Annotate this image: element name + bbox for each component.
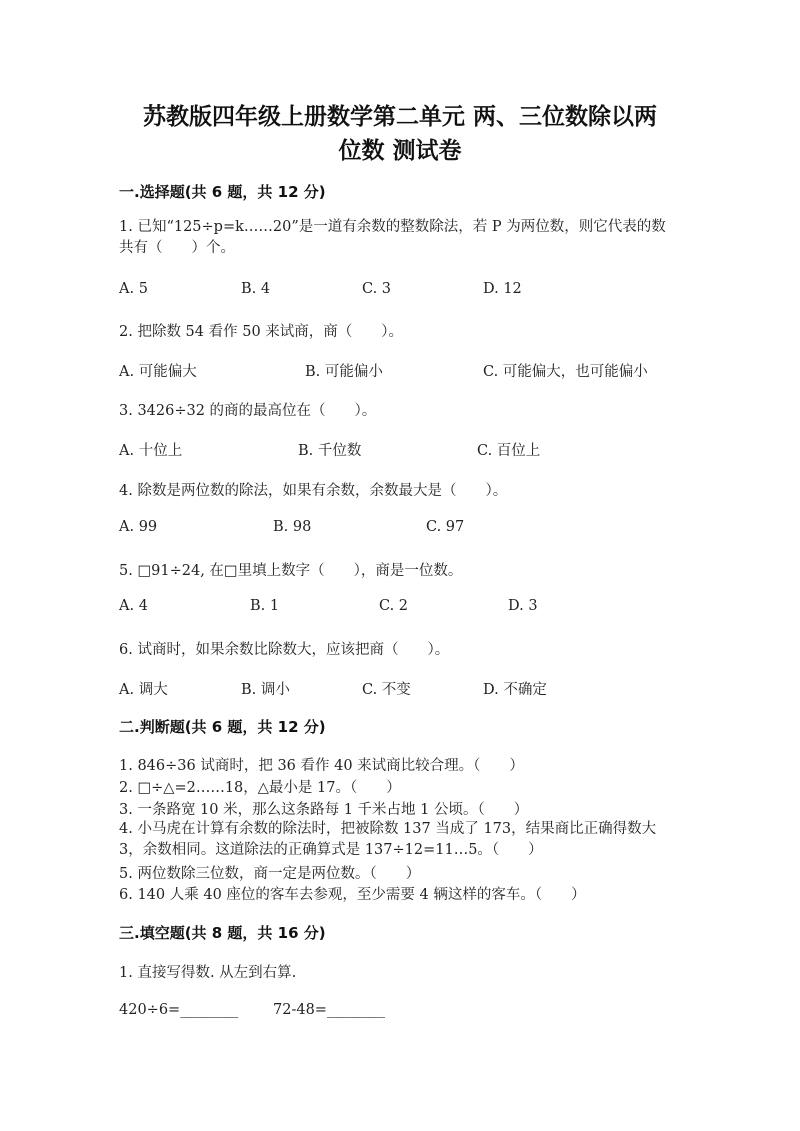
option-c: C. 不变 [362, 682, 411, 698]
option-a: A. 可能偏大 [119, 364, 197, 380]
judgment-item: 2. □÷△=2……18，△最小是 17。（ ） [119, 780, 401, 796]
option-b: B. 1 [250, 598, 280, 614]
option-c: C. 2 [379, 598, 409, 614]
question-text: 3. 3426÷32 的商的最高位在（ ）。 [119, 403, 377, 419]
option-b: B. 4 [241, 281, 271, 297]
blank-expression: 420÷6=________ [119, 1002, 239, 1018]
option-c: C. 百位上 [477, 443, 541, 459]
option-c: C. 97 [426, 519, 465, 535]
judgment-item: 1. 846÷36 试商时，把 36 看作 40 来试商比较合理。（ ） [119, 758, 524, 774]
judgment-item: 3. 一条路宽 10 米，那么这条路每 1 千米占地 1 公顷。（ ） [119, 802, 529, 818]
section-heading-fill-blank: 三.填空题(共 8 题，共 16 分) [119, 924, 326, 942]
page-title-line-1: 苏教版四年级上册数学第二单元 两、三位数除以两 [142, 104, 657, 130]
option-b: B. 调小 [241, 682, 290, 698]
question-text: 6. 试商时，如果余数比除数大，应该把商（ ）。 [119, 642, 450, 658]
option-a: A. 调大 [119, 682, 168, 698]
option-a: A. 十位上 [119, 443, 183, 459]
page-title-line-2: 位数 测试卷 [338, 138, 462, 164]
judgment-item: 4. 小马虎在计算有余数的除法时，把被除数 137 当成了 173，结果商比正确得数大 3，余数相同。这道除法的正确算式是 137÷12=11…5。（ ） [119, 821, 657, 858]
section-heading-choice: 一.选择题(共 6 题，共 12 分) [119, 183, 326, 201]
option-a: A. 5 [119, 281, 148, 297]
option-d: D. 不确定 [483, 682, 547, 698]
judgment-item: 5. 两位数除三位数，商一定是两位数。（ ） [119, 866, 421, 882]
question-text: 1. 已知“125÷p=k……20”是一道有余数的整数除法，若 P 为两位数，则它代表的数共有（ ）个。 [119, 219, 666, 256]
option-b: B. 千位数 [298, 443, 362, 459]
question-text: 2. 把除数 54 看作 50 来试商，商（ ）。 [119, 324, 404, 340]
blank-expression: 72-48=________ [273, 1002, 385, 1018]
option-c: C. 3 [362, 281, 392, 297]
option-a: A. 99 [119, 519, 158, 535]
question-text: 5. □91÷24, 在□里填上数字（ ），商是一位数。 [119, 563, 463, 579]
question-text: 1. 直接写得数. 从左到右算. [119, 965, 297, 981]
option-d: D. 12 [483, 281, 522, 297]
option-c: C. 可能偏大，也可能偏小 [483, 364, 648, 380]
option-b: B. 98 [273, 519, 312, 535]
option-d: D. 3 [508, 598, 538, 614]
section-heading-true-false: 二.判断题(共 6 题，共 12 分) [119, 718, 326, 736]
question-text: 4. 除数是两位数的除法，如果有余数，余数最大是（ ）。 [119, 483, 508, 499]
option-a: A. 4 [119, 598, 148, 614]
option-b: B. 可能偏小 [305, 364, 383, 380]
judgment-item: 6. 140 人乘 40 座位的客车去参观，至少需要 4 辆这样的客车。（ ） [119, 887, 586, 903]
